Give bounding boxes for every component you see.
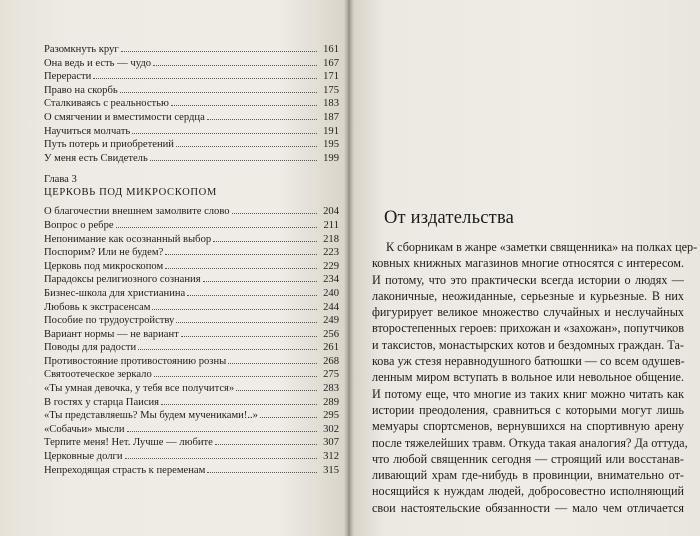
toc-leader-dots bbox=[116, 227, 317, 228]
body-line: лаконичные, неожиданные, серьезные и курьезные. В них bbox=[372, 288, 684, 303]
toc-entry bbox=[44, 328, 339, 342]
toc-entry-page: 195 bbox=[323, 139, 339, 151]
toc-entry bbox=[44, 314, 339, 328]
toc-entry-page: 289 bbox=[323, 396, 339, 408]
toc-entry-title: Церковь под микроскопом bbox=[44, 260, 164, 272]
toc-leader-dots bbox=[215, 444, 317, 445]
toc-leader-dots bbox=[232, 213, 317, 214]
toc-entry-title: О смягчении и вместимости сердца bbox=[44, 111, 205, 123]
toc-entry-title: У меня есть Свидетель bbox=[44, 152, 148, 164]
body-text bbox=[372, 239, 698, 516]
toc-entry bbox=[44, 341, 339, 355]
toc-entry bbox=[44, 287, 339, 301]
toc-entry-title: «Ты представляешь? Мы будем мучениками!..» bbox=[44, 410, 258, 422]
chapter-number: Глава 3 bbox=[44, 174, 77, 186]
body-line: носящийся к нуждам людей, добросовестно исполняющий bbox=[372, 484, 684, 499]
body-line: что любой священник сегодня — строящий или восстанав- bbox=[372, 451, 684, 466]
toc-entry bbox=[44, 125, 339, 139]
toc-entry-page: 240 bbox=[323, 287, 339, 299]
toc-leader-dots bbox=[138, 349, 317, 350]
toc-entry-title: Бизнес-школа для христианина bbox=[44, 287, 186, 299]
toc-entry-page: 268 bbox=[323, 355, 339, 367]
toc-entry bbox=[44, 450, 339, 464]
toc-entry-title: Святоотеческое зеркало bbox=[44, 369, 152, 381]
toc-entry bbox=[44, 273, 339, 287]
toc-entry-page: 234 bbox=[323, 274, 339, 286]
body-line: и таксистов, монастырских котов и бездомных граждан. Та- bbox=[372, 337, 684, 352]
body-line: ливающий храм где-нибудь в провинции, внимательно от- bbox=[372, 468, 684, 483]
toc-entry-page: 244 bbox=[323, 301, 339, 313]
toc-entry-page: 187 bbox=[323, 111, 339, 123]
toc-entry-title: Церковные долги bbox=[44, 451, 123, 463]
toc-leader-dots bbox=[260, 417, 317, 418]
toc-leader-dots bbox=[207, 472, 317, 473]
toc-leader-dots bbox=[153, 65, 317, 66]
chapter-title: ЦЕРКОВЬ ПОД МИКРОСКОПОМ bbox=[44, 187, 217, 199]
toc-entry bbox=[44, 43, 339, 57]
toc-entry-page: 315 bbox=[323, 464, 339, 476]
toc-leader-dots bbox=[152, 309, 317, 310]
toc-entry bbox=[44, 111, 339, 125]
toc-entry-title: «Ты умная девочка, у тебя все получится» bbox=[44, 383, 235, 395]
section-heading: От издательства bbox=[384, 208, 515, 228]
toc-entry-page: 183 bbox=[323, 98, 339, 110]
toc-leader-dots bbox=[161, 404, 317, 405]
toc-entry-title: Поспорим? Или не будем? bbox=[44, 247, 164, 259]
toc-entry-title: Противостояние противостоянию розны bbox=[44, 355, 227, 367]
toc-entry-title: Поводы для радости bbox=[44, 342, 137, 354]
toc-entry-page: 229 bbox=[323, 260, 339, 272]
toc-entry-title: Право на скорбь bbox=[44, 84, 118, 96]
toc-entry bbox=[44, 138, 339, 152]
toc-leader-dots bbox=[171, 105, 317, 106]
toc-entry-title: Она ведь и есть — чудо bbox=[44, 57, 152, 69]
toc-entry bbox=[44, 219, 339, 233]
toc-entry-page: 161 bbox=[323, 44, 339, 55]
toc-entry bbox=[44, 301, 339, 315]
toc-leader-dots bbox=[127, 431, 317, 432]
toc-entry-page: 295 bbox=[323, 410, 339, 422]
toc-entry bbox=[44, 396, 339, 410]
toc-leader-dots bbox=[176, 146, 317, 147]
toc-entry-title: Терпите меня! Нет. Лучше — любите bbox=[44, 437, 213, 449]
toc-leader-dots bbox=[236, 390, 317, 391]
toc-entry-page: 307 bbox=[323, 437, 339, 449]
body-line: И потому, что это практически всегда истории о людях — bbox=[372, 272, 684, 287]
toc-entry-page: 283 bbox=[323, 383, 339, 395]
toc-section-chapter-3 bbox=[44, 205, 339, 477]
toc-leader-dots bbox=[165, 254, 317, 255]
toc-entry bbox=[44, 368, 339, 382]
body-line: мемуары спортсменов, вернувшихся на спортивную арену bbox=[372, 419, 684, 434]
body-line: кова уж стезя неравнодушного батюшки — со всем одушев- bbox=[372, 354, 685, 369]
toc-entry-title: Вопрос о ребре bbox=[44, 219, 114, 231]
toc-entry-page: 171 bbox=[323, 71, 339, 83]
toc-entry-page: 167 bbox=[323, 57, 339, 69]
toc-leader-dots bbox=[213, 241, 317, 242]
body-line: второстепенных героев: прихожан и «захожан», попутчиков bbox=[372, 321, 684, 336]
toc-entry-page: 175 bbox=[323, 84, 339, 96]
toc-entry bbox=[44, 57, 339, 71]
chapter-heading bbox=[44, 173, 339, 199]
toc-entry-title: Сталкиваясь с реальностью bbox=[44, 98, 169, 110]
toc-entry-page: 218 bbox=[323, 233, 339, 245]
toc-entry-title: Пособие по трудоустройству bbox=[44, 315, 175, 327]
toc-entry bbox=[44, 152, 339, 166]
toc-leader-dots bbox=[93, 78, 317, 79]
toc-entry-page: 312 bbox=[323, 451, 339, 463]
toc-entry-title: Парадоксы религиозного сознания bbox=[44, 274, 201, 286]
toc-entry-title: Путь потерь и приобретений bbox=[44, 139, 174, 151]
toc-entry-title: Научиться молчать bbox=[44, 125, 131, 137]
toc-entry-page: 249 bbox=[323, 315, 339, 327]
toc-leader-dots bbox=[120, 92, 317, 93]
toc-leader-dots bbox=[207, 119, 317, 120]
toc-leader-dots bbox=[203, 281, 317, 282]
toc-leader-dots bbox=[125, 458, 317, 459]
toc-entry bbox=[44, 84, 339, 98]
toc-entry bbox=[44, 423, 339, 437]
toc-entry bbox=[44, 246, 339, 260]
toc-leader-dots bbox=[176, 322, 317, 323]
toc-entry-page: 275 bbox=[323, 369, 339, 381]
toc-entry-page: 204 bbox=[323, 206, 339, 218]
toc-entry bbox=[44, 70, 339, 84]
toc-entry bbox=[44, 436, 339, 450]
toc-leader-dots bbox=[154, 376, 317, 377]
toc-entry bbox=[44, 382, 339, 396]
toc-entry-title: Непреходящая страсть к переменам bbox=[44, 464, 206, 476]
toc-entry bbox=[44, 260, 339, 274]
toc-entry bbox=[44, 464, 339, 478]
toc-leader-dots bbox=[228, 363, 317, 364]
book-gutter bbox=[344, 0, 354, 536]
toc-entry bbox=[44, 205, 339, 219]
table-of-contents bbox=[44, 43, 339, 477]
toc-entry-title: О благочестии внешнем замолвите слово bbox=[44, 206, 230, 218]
toc-leader-dots bbox=[150, 160, 317, 161]
body-line: ковных книжных магазинов многие относятся с интересом. bbox=[372, 256, 684, 271]
toc-entry bbox=[44, 409, 339, 423]
toc-entry-title: Непонимание как осознанный выбор bbox=[44, 233, 212, 245]
toc-section-previous bbox=[44, 43, 339, 165]
toc-entry-title: Вариант нормы — не вариант bbox=[44, 328, 179, 340]
toc-entry bbox=[44, 97, 339, 111]
body-line: свои настоятельские обязанности — мало чем отличается bbox=[372, 500, 684, 515]
toc-entry-title: Перерасти bbox=[44, 71, 92, 83]
toc-leader-dots bbox=[121, 51, 317, 52]
toc-entry-page: 191 bbox=[323, 125, 339, 137]
body-line: И потому еще, что многие из таких книг можно читать как bbox=[372, 386, 684, 401]
toc-entry-title: Разомкнуть круг bbox=[44, 44, 119, 55]
body-line: истории преодоления, сравниться с которыми могут лишь bbox=[372, 402, 684, 417]
toc-entry bbox=[44, 355, 339, 369]
toc-entry bbox=[44, 233, 339, 247]
toc-entry-page: 223 bbox=[323, 247, 339, 259]
toc-leader-dots bbox=[181, 336, 317, 337]
toc-leader-dots bbox=[165, 268, 317, 269]
toc-entry-page: 256 bbox=[323, 328, 339, 340]
toc-entry-page: 261 bbox=[323, 342, 339, 354]
toc-leader-dots bbox=[187, 295, 317, 296]
toc-entry-page: 302 bbox=[323, 423, 339, 435]
toc-entry-title: «Собачьи» мысли bbox=[44, 423, 125, 435]
body-line: К сборникам в жанре «заметки священника» на полках цер- bbox=[386, 240, 698, 254]
body-line: фигурирует великое множество случайных и неслучайных bbox=[372, 305, 684, 320]
toc-entry-page: 211 bbox=[323, 219, 339, 231]
toc-entry-title: Любовь к экстрасенсам bbox=[44, 301, 151, 313]
body-line: после тяжелейших травм. Откуда такая аналогия? Да оттуда, bbox=[372, 435, 688, 450]
toc-leader-dots bbox=[132, 133, 317, 134]
toc-entry-page: 199 bbox=[323, 152, 339, 164]
toc-entry-title: В гостях у старца Паисия bbox=[44, 396, 160, 408]
body-line: ленным миром вступать в вольное или невольное общение. bbox=[372, 370, 684, 385]
